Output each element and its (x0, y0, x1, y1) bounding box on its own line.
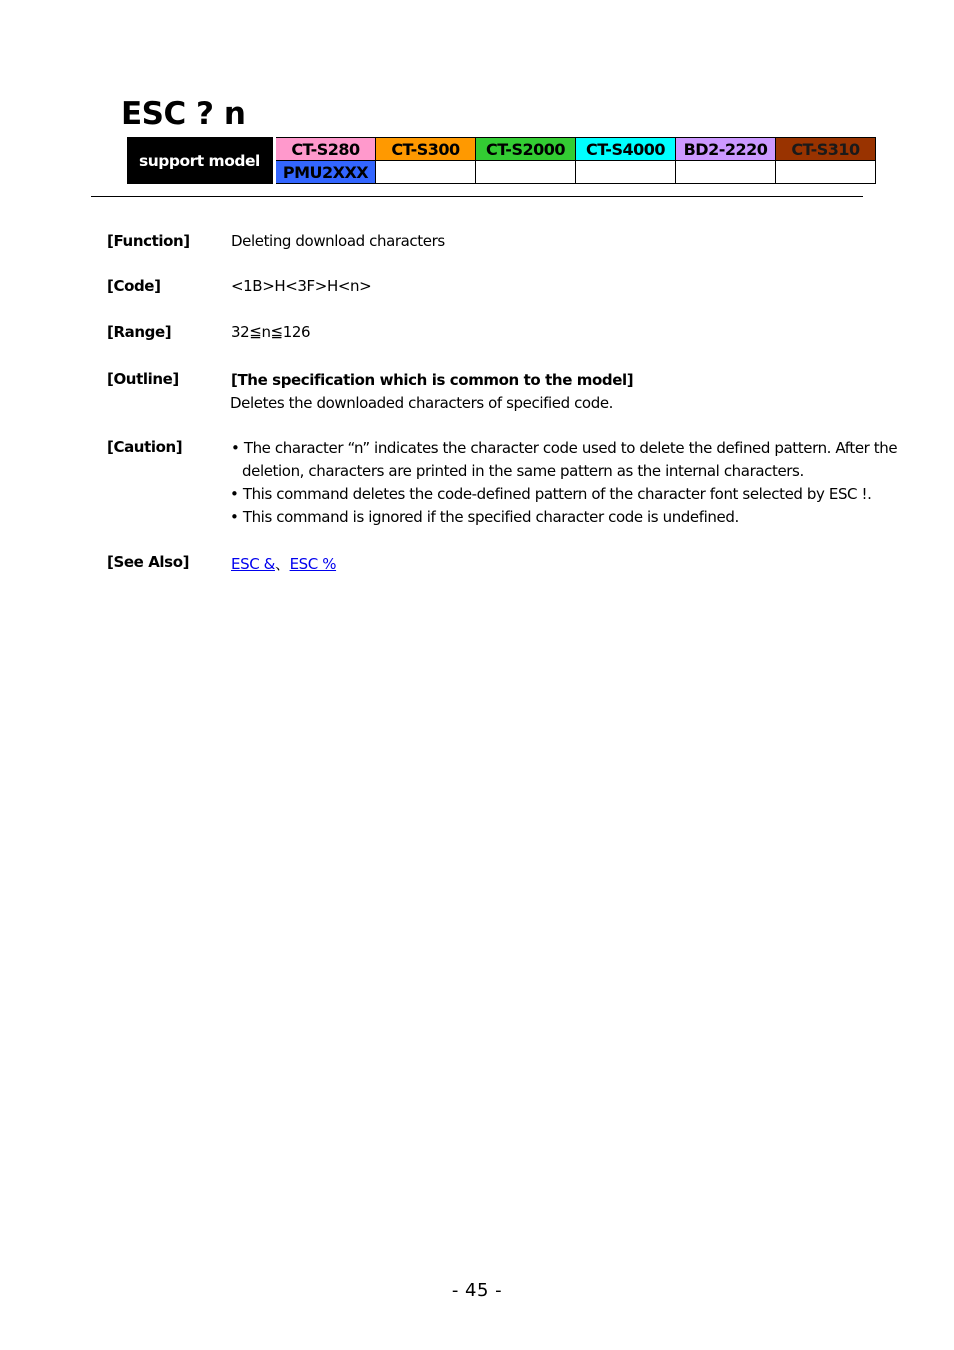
esc-percent-link[interactable]: ESC % (289, 555, 337, 573)
function-label: [Function] (107, 232, 190, 250)
page-title: ESC ? n (121, 96, 246, 132)
support-model-label: support model (128, 138, 275, 184)
range-text: 32≦n≦126 (231, 323, 311, 341)
caution-line: deletion, characters are printed in the same pattern as the internal characters. (242, 462, 804, 480)
model-cell: PMU2XXX (275, 161, 376, 184)
model-cell-empty (676, 161, 776, 184)
model-cell: CT-S300 (376, 138, 476, 161)
function-text: Deleting download characters (231, 232, 445, 250)
model-cell: CT-S280 (275, 138, 376, 161)
outline-text: Deletes the downloaded characters of specified code. (230, 394, 614, 412)
see-also-separator: 、 (274, 555, 290, 573)
range-label: [Range] (107, 323, 172, 341)
header-divider (91, 196, 863, 197)
support-model-table (127, 137, 876, 184)
model-cell-empty (476, 161, 576, 184)
code-text: <1B>H<3F>H<n> (231, 277, 372, 295)
caution-line: • The character “n” indicates the character code used to delete the defined pattern. After the (231, 439, 898, 457)
model-cell-empty (576, 161, 676, 184)
caution-line: • This command is ignored if the specified character code is undefined. (230, 508, 739, 526)
see-also-label: [See Also] (107, 553, 190, 571)
outline-label: [Outline] (107, 370, 179, 388)
model-cell: BD2-2220 (676, 138, 776, 161)
outline-heading: [The specification which is common to the model] (231, 371, 634, 389)
model-cell: CT-S4000 (576, 138, 676, 161)
code-label: [Code] (107, 277, 161, 295)
esc-ampersand-link[interactable]: ESC & (231, 555, 275, 573)
model-cell-empty (376, 161, 476, 184)
model-cell: CT-S2000 (476, 138, 576, 161)
caution-label: [Caution] (107, 438, 183, 456)
model-cell-empty (776, 161, 876, 184)
page-number: - 45 - (451, 1280, 503, 1301)
caution-line: • This command deletes the code-defined pattern of the character font selected by ESC !. (230, 485, 872, 503)
model-cell: CT-S310 (776, 138, 876, 161)
